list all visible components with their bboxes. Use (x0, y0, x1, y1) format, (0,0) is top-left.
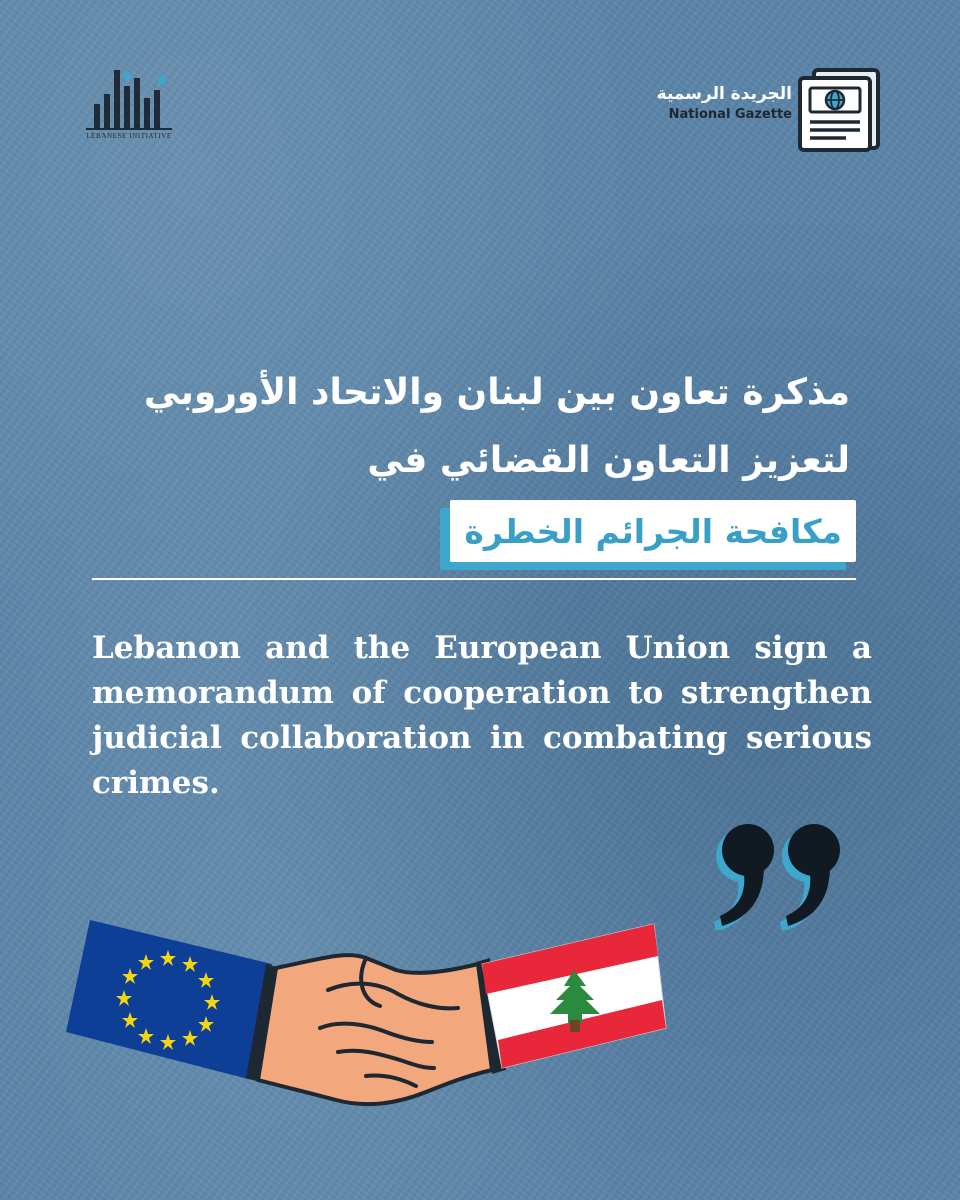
arabic-headline-highlight: مكافحة الجرائم الخطرة (464, 511, 842, 551)
gazette-arabic-name: الجريدة الرسمية (656, 84, 792, 104)
eu-flag-icon (66, 920, 272, 1080)
gazette-name (657, 84, 792, 122)
left-logo-caption: LEBANESE INITIATIVE (86, 132, 172, 140)
gazette-english-name: National Gazette (668, 107, 792, 122)
handshake-illustration (66, 920, 676, 1110)
national-gazette-logo (634, 64, 884, 154)
bar-skyline-logo-icon (80, 64, 180, 132)
arabic-headline-highlight-box (450, 500, 856, 562)
left-brand-logo (80, 64, 180, 144)
arabic-headline-line-2: لتعزيز التعاون القضائي في (367, 440, 850, 481)
arabic-headline-line-1: مذكرة تعاون بين لبنان والاتحاد الأوروبي (143, 372, 850, 413)
handshake-icon (258, 955, 492, 1104)
title-divider (92, 578, 856, 580)
closing-quote-icon (708, 810, 858, 930)
lebanon-flag-icon (482, 924, 666, 1068)
english-headline: Lebanon and the European Union sign a memorandum of cooperation to strengthen judicial collaboration in combating serious crimes. (92, 630, 872, 801)
newspaper-globe-icon (796, 64, 884, 152)
